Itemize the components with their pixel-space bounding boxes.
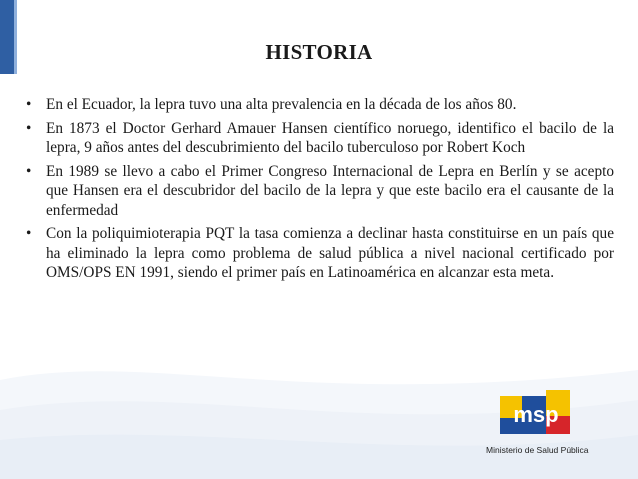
bullet-text: En 1989 se llevo a cabo el Primer Congreso Internacional de Lepra en Berlín y se acepto que Hansen era el descubridor del bacilo de la lepra y que este bacilo era el causante de la enfermedad xyxy=(46,162,614,219)
bullet-text: Con la poliquimioterapia PQT la tasa comienza a declinar hasta constituirse en un país que ha eliminado la lepra como problema de salud pública a nivel nacional certificado por OMS/OPS EN 1991, siendo el primer país en Latinoamérica en alcanzar esta meta. xyxy=(46,225,614,281)
bullet-list xyxy=(22,95,614,287)
bullet-item xyxy=(22,224,614,283)
bullet-item xyxy=(22,95,614,115)
bullet-text: En 1873 el Doctor Gerhard Amauer Hansen científico noruego, identifico el bacilo de la lepra, 9 años antes del descubrimiento del bacilo tuberculoso por Robert Koch xyxy=(46,119,614,156)
bullet-item xyxy=(22,119,614,158)
bullet-dot: • xyxy=(26,162,32,180)
bullet-item xyxy=(22,162,614,221)
slide-title: HISTORIA xyxy=(265,40,373,64)
bullet-dot: • xyxy=(26,119,32,137)
msp-logo-mark xyxy=(498,388,574,440)
bullet-text: En el Ecuador, la lepra tuvo una alta prevalencia en la década de los años 80. xyxy=(46,96,517,113)
svg-text:msp: msp xyxy=(513,402,559,427)
bullet-dot: • xyxy=(26,225,32,242)
msp-logo xyxy=(486,388,589,463)
logo-caption: Ministerio de Salud Pública xyxy=(486,445,589,455)
bullet-dot: • xyxy=(26,96,32,113)
